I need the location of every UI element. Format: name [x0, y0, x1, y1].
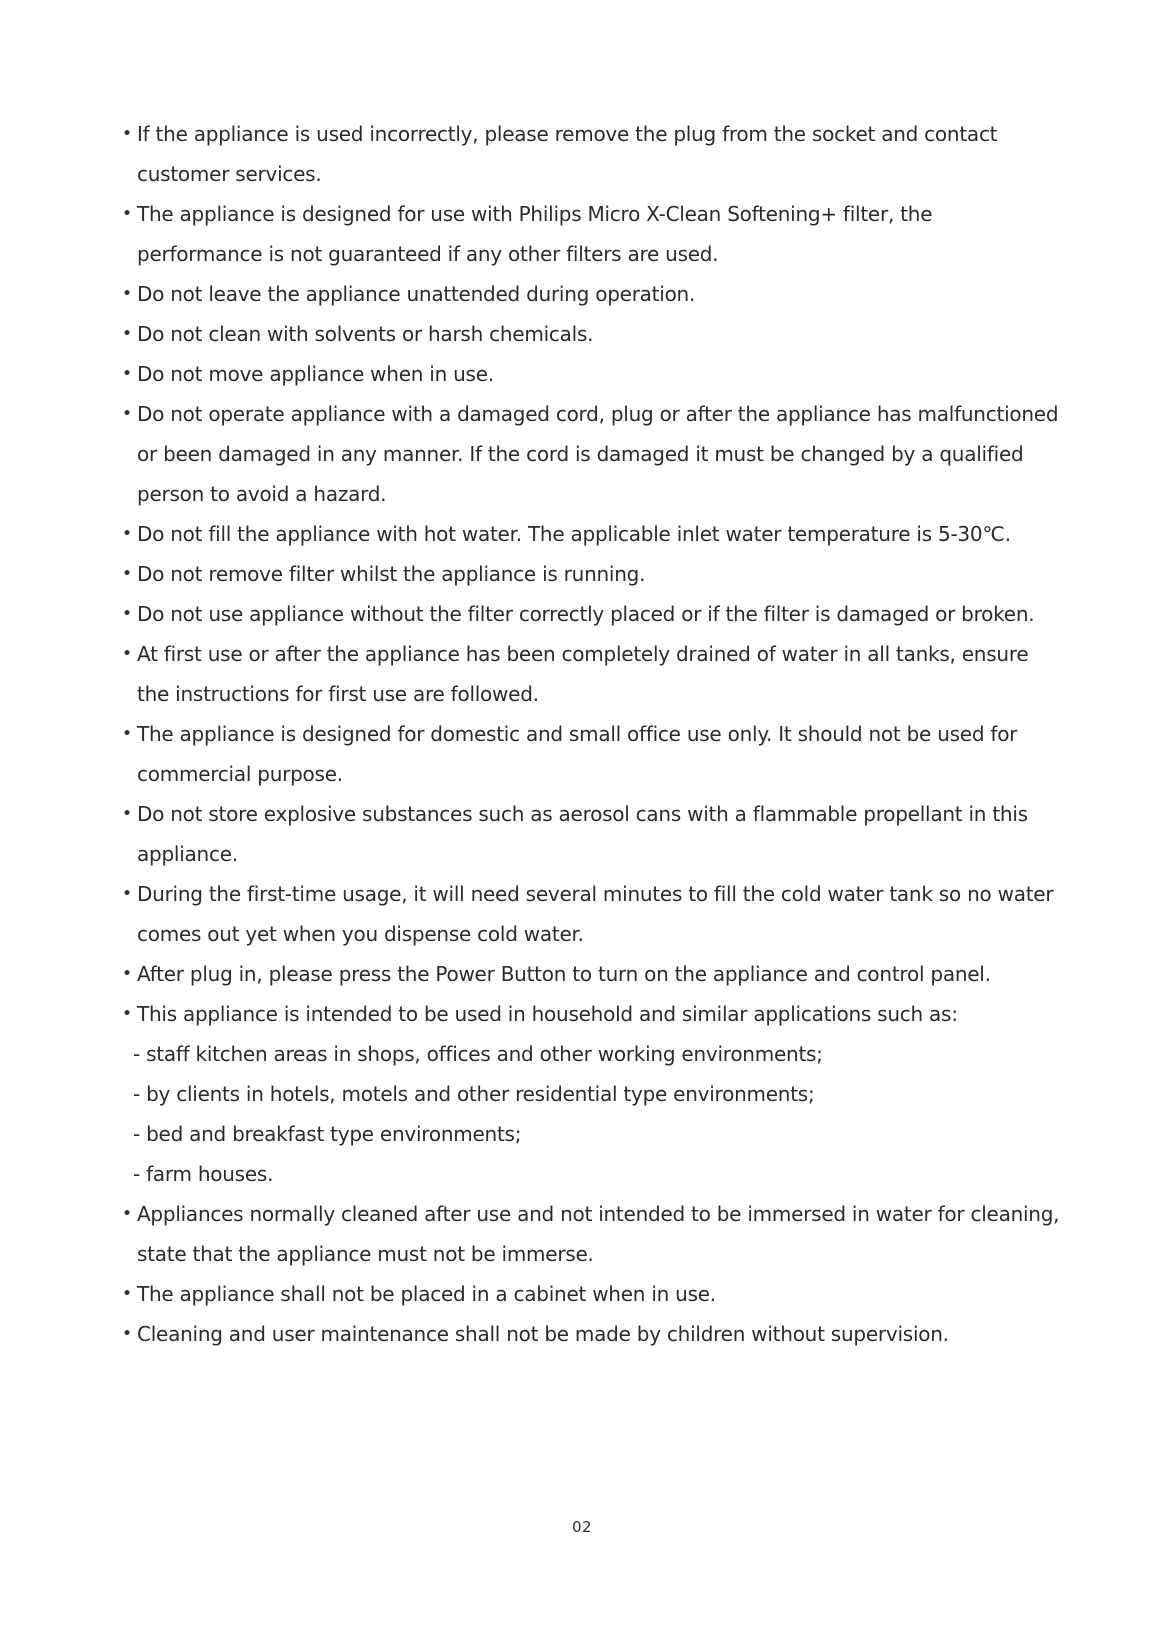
list-item: [122, 794, 1062, 874]
list-item: [122, 394, 1062, 514]
list-item-text: Do not store explosive substances such as aerosol cans with a flammable propellant in this appliance.: [137, 802, 1028, 866]
list-item-text: Do not leave the appliance unattended during operation.: [137, 282, 696, 306]
list-item: [122, 714, 1062, 794]
sub-list-item: [122, 1074, 1062, 1114]
bullet-mark: •: [122, 1004, 132, 1024]
list-item-text: Do not remove filter whilst the appliance is running.: [137, 562, 646, 586]
list-item: [122, 314, 1062, 354]
bullet-mark: •: [122, 604, 132, 624]
bullet-mark: •: [122, 324, 132, 344]
sub-list-item-text: - by clients in hotels, motels and other residential type environments;: [133, 1082, 815, 1106]
sub-list-item-text: - farm houses.: [133, 1162, 274, 1186]
list-item: [122, 874, 1062, 954]
list-item: [122, 194, 1062, 274]
list-item: [122, 1274, 1062, 1314]
bullet-mark: •: [122, 284, 132, 304]
safety-instructions-list: [122, 114, 1062, 1354]
page-number: 02: [571, 1518, 593, 1536]
list-item: [122, 1314, 1062, 1354]
bullet-mark: •: [122, 124, 132, 144]
list-item-text: Do not move appliance when in use.: [137, 362, 494, 386]
bullet-mark: •: [122, 644, 132, 664]
list-item-text: The appliance is designed for domestic and small office use only. It should not be used for commercial purpose.: [137, 722, 1018, 786]
list-item: [122, 554, 1062, 594]
list-item: [122, 1194, 1062, 1274]
list-item-text: Do not clean with solvents or harsh chemicals.: [137, 322, 594, 346]
bullet-mark: •: [122, 524, 132, 544]
bullet-mark: •: [122, 804, 132, 824]
list-item-text: Cleaning and user maintenance shall not be made by children without supervision.: [137, 1322, 949, 1346]
bullet-mark: •: [122, 404, 132, 424]
bullet-mark: •: [122, 564, 132, 584]
bullet-mark: •: [122, 364, 132, 384]
bullet-mark: •: [122, 204, 132, 224]
bullet-mark: •: [122, 884, 132, 904]
list-item: [122, 994, 1062, 1034]
sub-list-item-text: - staff kitchen areas in shops, offices and other working environments;: [133, 1042, 823, 1066]
list-item: [122, 514, 1062, 554]
list-item-text: Do not use appliance without the filter correctly placed or if the filter is damaged or broken.: [137, 602, 1035, 626]
list-item-text: Do not operate appliance with a damaged cord, plug or after the appliance has malfunctioned or been damaged in any manner. If the cord is damaged it must be changed by a qualified person to avoid a hazard.: [137, 402, 1059, 506]
list-item-text: Do not fill the appliance with hot water. The applicable inlet water temperature is 5-30℃.: [137, 522, 1011, 546]
list-item-text: The appliance is designed for use with Philips Micro X-Clean Softening+ filter, the performance is not guaranteed if any other filters are used.: [137, 202, 933, 266]
bullet-mark: •: [122, 1324, 132, 1344]
bullet-mark: •: [122, 1204, 132, 1224]
sub-list-item: [122, 1154, 1062, 1194]
list-item: [122, 594, 1062, 634]
list-item-text: Appliances normally cleaned after use and not intended to be immersed in water for cleaning, state that the appliance must not be immerse.: [137, 1202, 1060, 1266]
list-item: [122, 114, 1062, 194]
list-item: [122, 274, 1062, 314]
sub-list-item: [122, 1114, 1062, 1154]
bullet-mark: •: [122, 964, 132, 984]
list-item-text: The appliance shall not be placed in a cabinet when in use.: [137, 1282, 716, 1306]
bullet-mark: •: [122, 1284, 132, 1304]
bullet-mark: •: [122, 724, 132, 744]
list-item: [122, 354, 1062, 394]
list-item-text: During the first-time usage, it will need several minutes to fill the cold water tank so no water comes out yet when you dispense cold water.: [137, 882, 1054, 946]
list-item: [122, 954, 1062, 994]
list-item-text: After plug in, please press the Power Button to turn on the appliance and control panel.: [137, 962, 991, 986]
list-item-text: At first use or after the appliance has been completely drained of water in all tanks, ensure the instructions for first use are followed.: [137, 642, 1029, 706]
list-item-text: If the appliance is used incorrectly, please remove the plug from the socket and contact customer services.: [137, 122, 998, 186]
sub-list-item: [122, 1034, 1062, 1074]
list-item: [122, 634, 1062, 714]
sub-list-item-text: - bed and breakfast type environments;: [133, 1122, 522, 1146]
list-item-text: This appliance is intended to be used in household and similar applications such as:: [137, 1002, 958, 1026]
